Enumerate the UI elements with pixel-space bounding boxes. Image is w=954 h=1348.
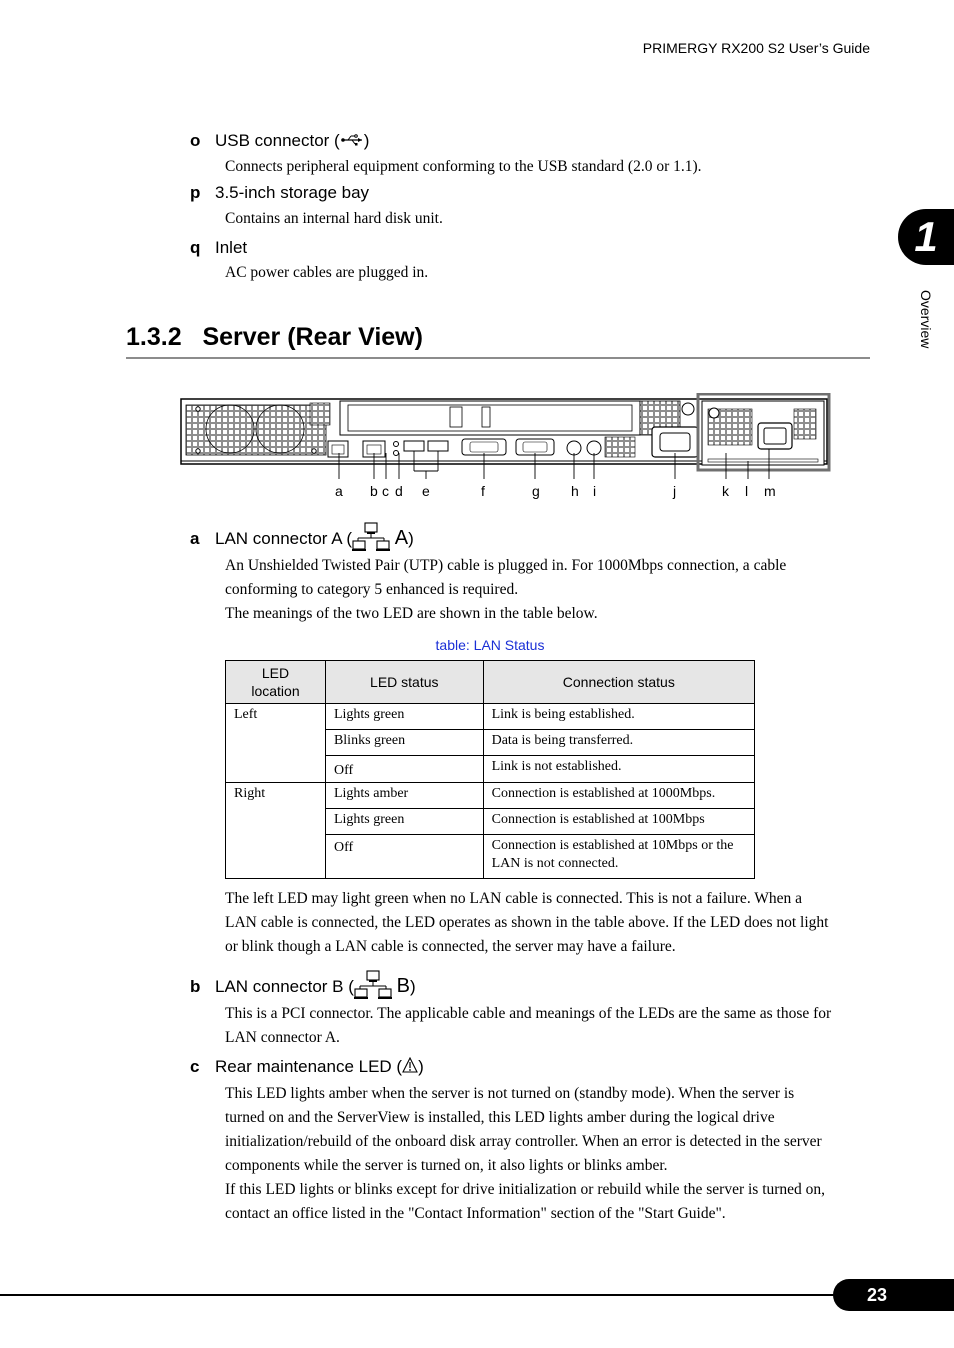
callout-g: g bbox=[532, 483, 540, 499]
text-line: conforming to category 5 enhanced is required. bbox=[225, 581, 519, 598]
lan-icon bbox=[352, 522, 390, 557]
server-rear-drawing bbox=[180, 393, 832, 503]
section-rule bbox=[126, 357, 870, 359]
item-title-close: ) bbox=[418, 1057, 424, 1076]
callout-a: a bbox=[335, 483, 343, 499]
item-q-heading bbox=[190, 238, 247, 258]
chapter-name: Overview bbox=[918, 290, 934, 349]
item-o-heading bbox=[190, 131, 369, 152]
lan-letter: A bbox=[394, 526, 409, 549]
text-line: An Unshielded Twisted Pair (UTP) cable is plugged in. For 1000Mbps connection, a cable bbox=[225, 557, 787, 574]
text-line: This is a PCI connector. The applicable cable and meanings of the LEDs are the same as those for bbox=[225, 1005, 832, 1022]
item-q-description: AC power cables are plugged in. bbox=[225, 264, 429, 281]
led-status-cell: Blinks green bbox=[325, 730, 483, 756]
callout-l: l bbox=[745, 483, 749, 499]
led-status-cell: Off bbox=[325, 835, 483, 879]
text-line: or blink though a LAN cable is connected, the server may have a failure. bbox=[225, 938, 676, 955]
lan-led-note bbox=[225, 887, 870, 959]
lan-letter: B bbox=[396, 974, 410, 997]
item-title: LAN connector A ( bbox=[215, 528, 353, 548]
led-status-cell: Off bbox=[325, 756, 483, 783]
item-letter: q bbox=[190, 238, 201, 257]
item-title: 3.5-inch storage bay bbox=[215, 183, 370, 202]
callout-m: m bbox=[764, 483, 776, 499]
item-c-description bbox=[225, 1082, 870, 1226]
item-b-description bbox=[225, 1002, 870, 1050]
item-title-close: ) bbox=[409, 976, 416, 996]
table-header-row bbox=[226, 661, 755, 704]
item-title: Rear maintenance LED ( bbox=[215, 1057, 403, 1076]
item-c-heading bbox=[190, 1057, 424, 1078]
item-p-description: Contains an internal hard disk unit. bbox=[225, 210, 443, 227]
text-line: The left LED may light green when no LAN cable is connected. This is not a failure. When a bbox=[225, 890, 803, 907]
item-b-heading bbox=[190, 970, 416, 1005]
text-line: The meanings of the two LED are shown in the table below. bbox=[225, 605, 598, 622]
callout-h: h bbox=[571, 483, 579, 499]
led-status-cell: Lights green bbox=[325, 809, 483, 835]
text-line: If this LED lights or blinks except for drive initialization or rebuild while the server is turned on, bbox=[225, 1181, 826, 1198]
item-letter: b bbox=[190, 976, 201, 996]
connection-status-cell: Connection is established at 10Mbps or the LAN is not connected. bbox=[483, 835, 754, 879]
item-title: USB connector ( bbox=[215, 131, 340, 150]
item-o-description: Connects peripheral equipment conforming to the USB standard (2.0 or 1.1). bbox=[225, 158, 702, 175]
callout-i: i bbox=[593, 483, 597, 499]
led-status-cell: Lights amber bbox=[325, 783, 483, 809]
item-a-heading bbox=[190, 522, 414, 557]
text-line: LAN connector A. bbox=[225, 1029, 340, 1046]
item-title-close: ) bbox=[363, 131, 370, 150]
connection-status-cell: Connection is established at 1000Mbps. bbox=[483, 783, 754, 809]
chapter-side-label bbox=[908, 290, 948, 370]
text-line: contact an office listed in the "Contact Information" section of the "Start Guide". bbox=[225, 1205, 726, 1222]
item-letter: a bbox=[190, 528, 200, 548]
callout-e: e bbox=[422, 483, 430, 499]
item-letter: o bbox=[190, 131, 201, 150]
text-line: initialization/rebuild of the onboard disk array controller. When an error is detected in the server bbox=[225, 1133, 822, 1150]
item-title: LAN connector B ( bbox=[215, 976, 354, 996]
lan-icon bbox=[354, 970, 392, 1005]
item-a-description bbox=[225, 554, 870, 626]
column-header: LED status bbox=[325, 661, 483, 704]
warning-icon bbox=[402, 1057, 418, 1078]
led-location-cell: Right bbox=[226, 783, 326, 879]
server-rear-view-figure bbox=[180, 393, 832, 503]
table-row bbox=[226, 704, 755, 730]
callout-b: b bbox=[370, 483, 378, 499]
chapter-number-tab: 1 bbox=[898, 209, 954, 265]
callout-d: d bbox=[395, 483, 403, 499]
callout-f: f bbox=[481, 483, 485, 499]
text-line: This LED lights amber when the server is not turned on (standby mode). When the server is bbox=[225, 1085, 795, 1102]
callout-k: k bbox=[722, 483, 729, 499]
usb-icon bbox=[340, 132, 364, 152]
page-number: 23 bbox=[833, 1279, 954, 1311]
item-letter: p bbox=[190, 183, 201, 202]
item-letter: c bbox=[190, 1057, 200, 1076]
connection-status-cell: Connection is established at 100Mbps bbox=[483, 809, 754, 835]
item-title: Inlet bbox=[215, 238, 248, 257]
section-title: 1.3.2 Server (Rear View) bbox=[126, 323, 423, 351]
connection-status-cell: Data is being transferred. bbox=[483, 730, 754, 756]
table-row bbox=[226, 783, 755, 809]
running-header: PRIMERGY RX200 S2 User’s Guide bbox=[642, 40, 870, 56]
column-header: Connection status bbox=[483, 661, 754, 704]
footer-rule bbox=[0, 1294, 860, 1296]
connection-status-cell: Link is not established. bbox=[483, 756, 754, 783]
text-line: components while the server is turned on, it also lights or blinks amber. bbox=[225, 1157, 668, 1174]
item-p-heading bbox=[190, 183, 369, 203]
lan-status-table bbox=[225, 660, 755, 879]
connection-status-cell: Link is being established. bbox=[483, 704, 754, 730]
callout-c: c bbox=[382, 483, 389, 499]
text-line: LAN cable is connected, the LED operates as shown in the table above. If the LED does not light bbox=[225, 914, 829, 931]
item-title-close: ) bbox=[408, 528, 414, 548]
led-location-cell: Left bbox=[226, 704, 326, 783]
text-line: turned on and the ServerView is installed, this LED lights amber during the logical drive bbox=[225, 1109, 775, 1126]
led-status-cell: Lights green bbox=[325, 704, 483, 730]
callout-j: j bbox=[673, 483, 677, 499]
column-header: LED location bbox=[226, 661, 326, 704]
table-caption: table: LAN Status bbox=[435, 637, 545, 653]
